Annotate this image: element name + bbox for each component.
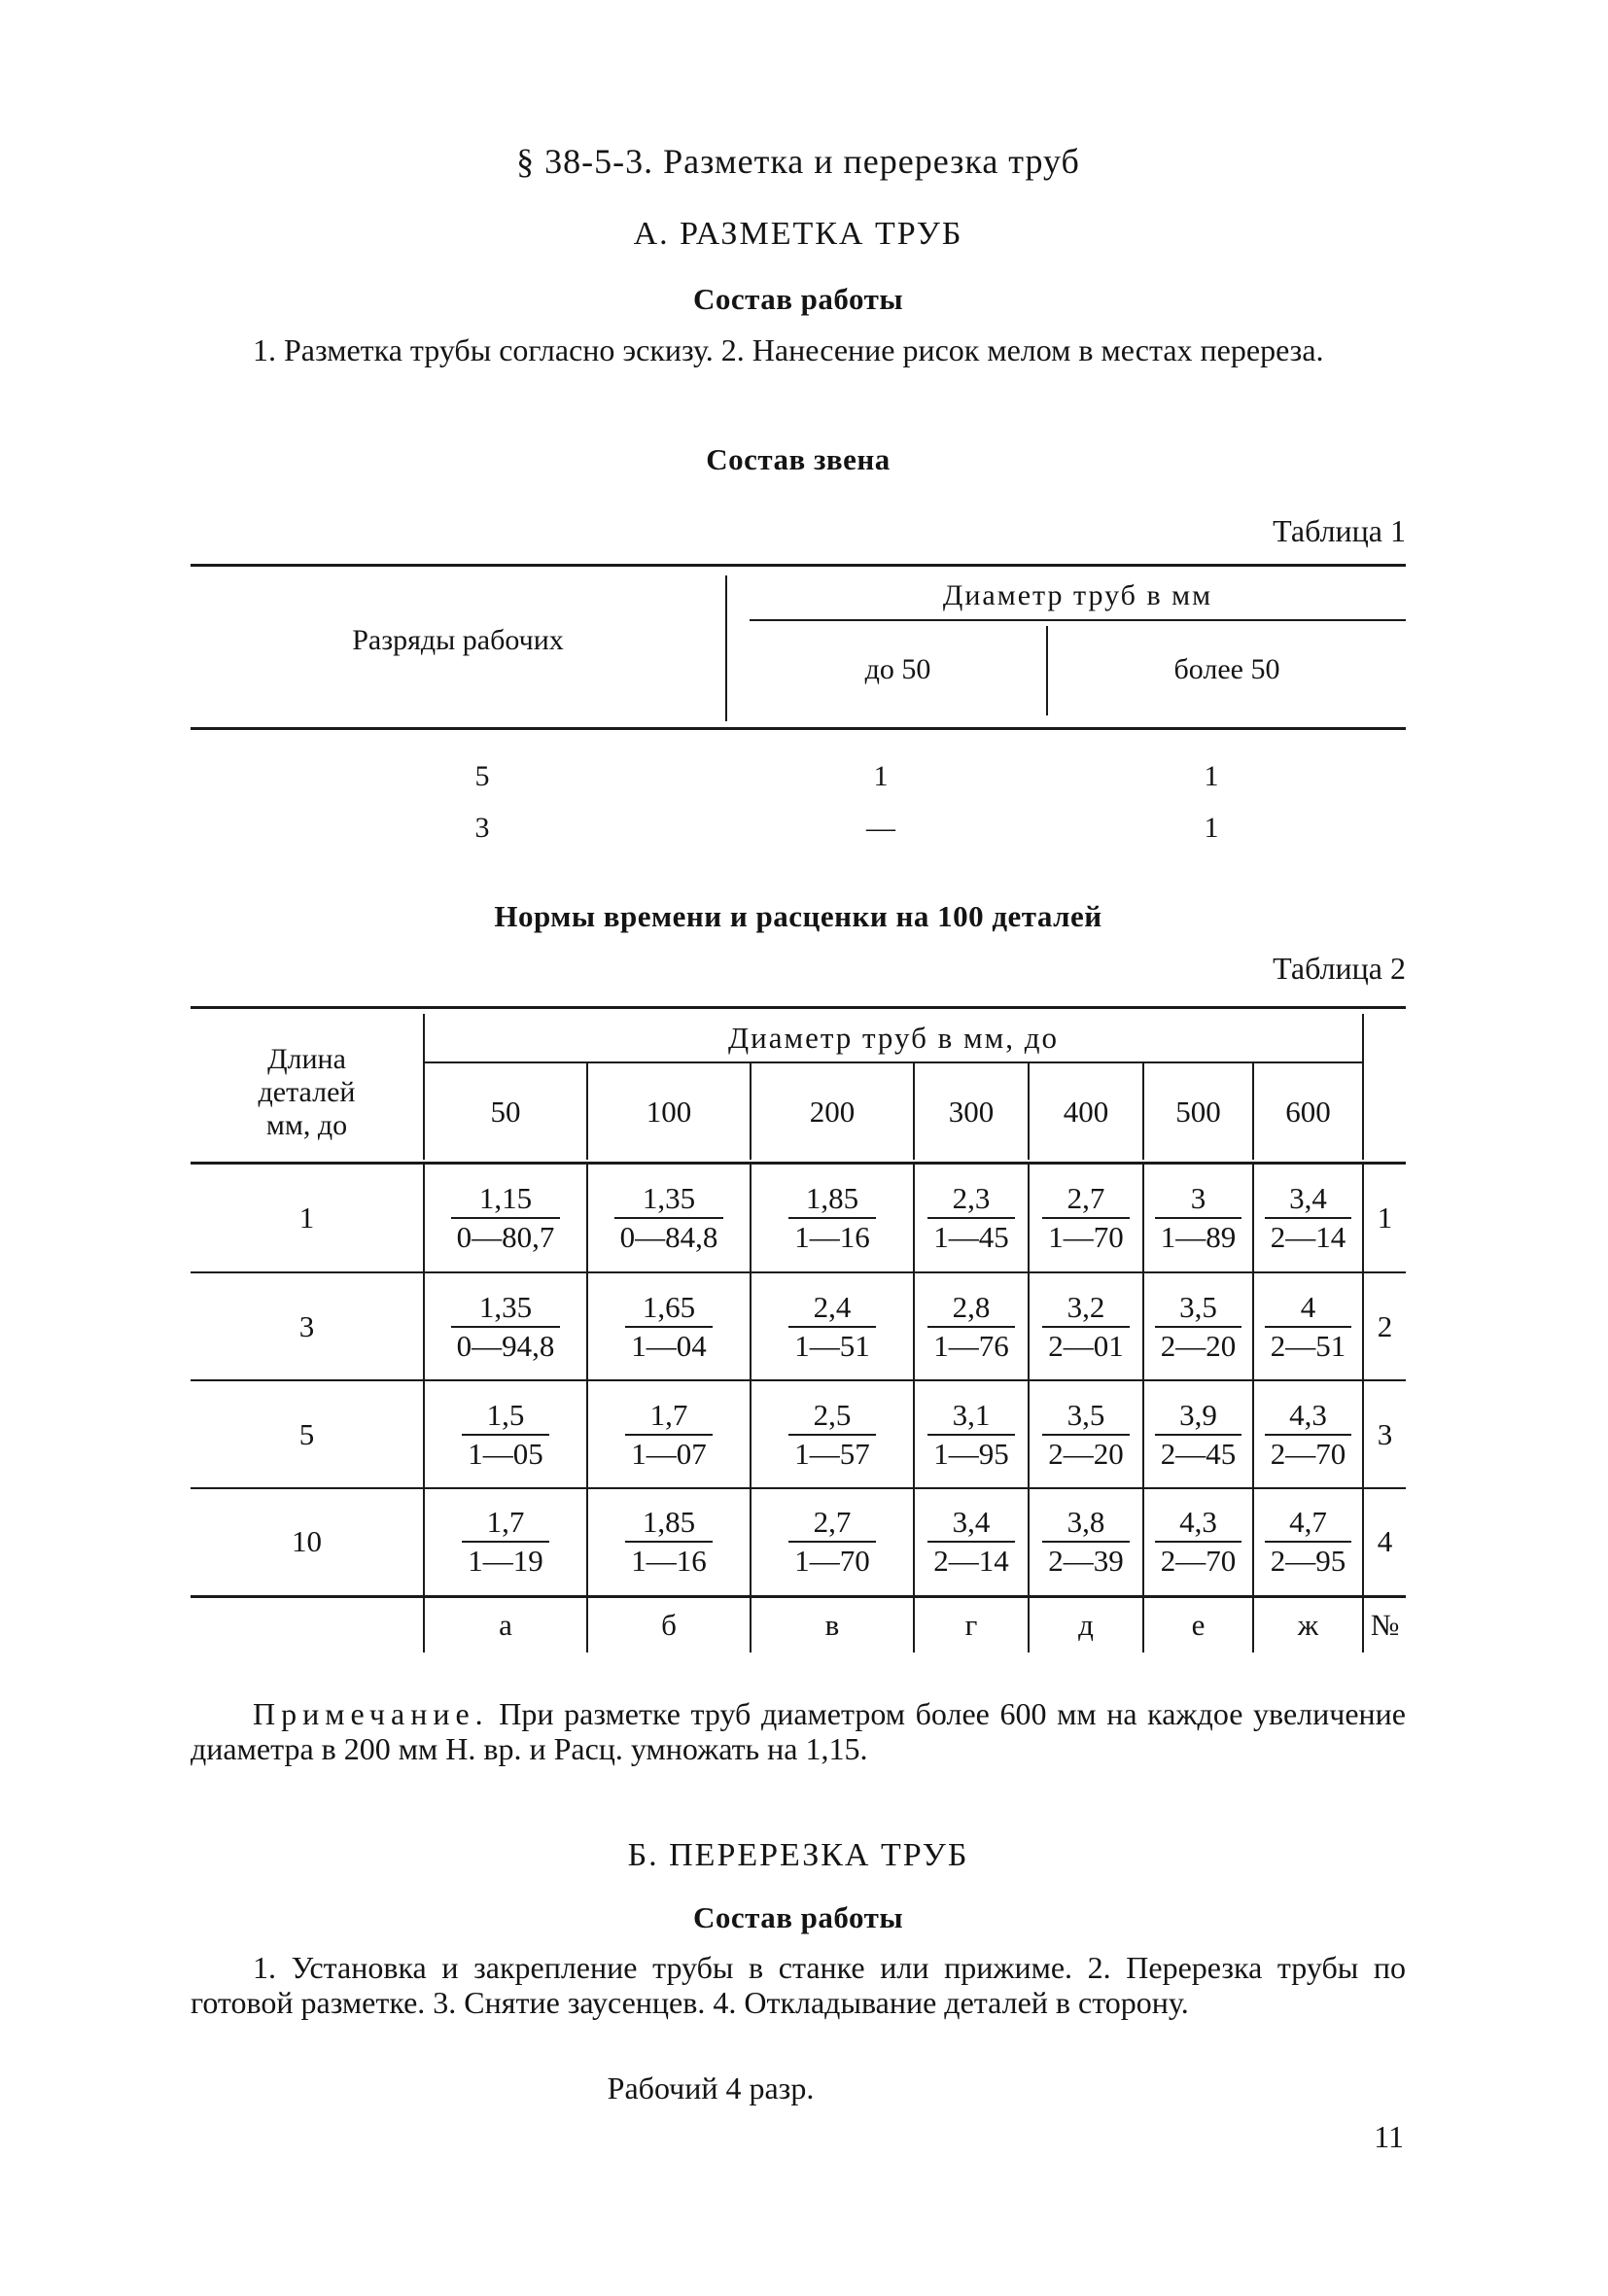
table2-norm-cell <box>1029 1488 1143 1596</box>
rate: 0—84,8 <box>619 1220 718 1254</box>
table2-label: Таблица 2 <box>1273 951 1406 986</box>
note-label: Примечание. <box>253 1696 489 1731</box>
table2-norm-cell <box>424 1488 587 1596</box>
table2-norm-cell <box>914 1488 1029 1596</box>
table2-diameter-header: 400 <box>1029 1062 1143 1160</box>
rate: 0—94,8 <box>456 1328 555 1363</box>
rate: 1—19 <box>468 1544 543 1579</box>
table2-norm-cell <box>751 1380 914 1488</box>
table2-column-letter: а <box>424 1596 587 1652</box>
rate: 2—70 <box>1270 1436 1346 1471</box>
table1-over-value: 1 <box>1204 812 1219 844</box>
rate: 2—95 <box>1270 1544 1346 1579</box>
table-row <box>191 1488 1406 1596</box>
rate: 2—70 <box>1160 1544 1237 1579</box>
table2-diameter-header: 50 <box>424 1062 587 1160</box>
table2-length: 5 <box>298 1416 315 1451</box>
table2-norm-cell <box>751 1488 914 1596</box>
table2-column-letter: б <box>587 1596 751 1652</box>
rate: 2—20 <box>1160 1328 1237 1363</box>
time-norm: 1,5 <box>462 1397 549 1436</box>
part-a-work-heading: Состав работы <box>692 282 904 316</box>
table2-norm-cell <box>1253 1165 1363 1272</box>
time-norm: 2,7 <box>1042 1180 1130 1219</box>
rate: 1—70 <box>794 1544 870 1579</box>
table2-no-label: № <box>1363 1596 1406 1652</box>
table2-row-number: 3 <box>1377 1416 1393 1451</box>
rate: 2—20 <box>1048 1436 1124 1471</box>
table1-up-to-value: 1 <box>873 760 889 792</box>
time-norm: 4,3 <box>1155 1504 1242 1543</box>
time-norm: 3,5 <box>1155 1289 1242 1328</box>
time-norm: 3,9 <box>1155 1397 1242 1436</box>
table2-norm-cell <box>424 1272 587 1380</box>
part-a-work-text: 1. Разметка трубы согласно эскизу. 2. Нанесение рисок мелом в местах перереза. <box>253 332 1324 367</box>
rate: 1—51 <box>794 1328 870 1363</box>
table2-norm-cell <box>1029 1165 1143 1272</box>
time-norm: 4,7 <box>1265 1504 1352 1543</box>
time-norm: 3,4 <box>1265 1180 1352 1219</box>
part-a-title: А. РАЗМЕТКА ТРУБ <box>633 216 963 252</box>
part-b-work-heading: Состав работы <box>692 1900 904 1934</box>
note-text: При разметке труб диаметром более 600 мм на каждое увеличение диаметра в 200 мм Н. вр. и Расц. умножать на 1,15. <box>191 1696 1406 1766</box>
time-norm: 1,85 <box>788 1180 876 1219</box>
time-norm: 1,7 <box>625 1397 713 1436</box>
time-norm: 3,8 <box>1042 1504 1130 1543</box>
table1-over-value: 1 <box>1204 760 1219 792</box>
rate: 1—04 <box>631 1328 707 1363</box>
rate: 1—70 <box>1048 1220 1124 1254</box>
table2-norm-cell <box>1143 1272 1253 1380</box>
table1-col-workers: Разряды рабочих <box>352 624 564 656</box>
team-heading: Состав звена <box>706 442 891 476</box>
time-norm: 4 <box>1265 1289 1352 1328</box>
table2-norm-cell <box>1143 1488 1253 1596</box>
rate: 0—80,7 <box>456 1220 555 1254</box>
time-norm: 3,2 <box>1042 1289 1130 1328</box>
table2-column-letter: д <box>1029 1596 1143 1652</box>
table2-norm-cell <box>1253 1380 1363 1488</box>
table2-norm-cell <box>914 1272 1029 1380</box>
rate: 1—16 <box>631 1544 707 1579</box>
table2-length: 10 <box>292 1524 322 1559</box>
table2-column-letter: ж <box>1253 1596 1363 1652</box>
rate: 2—14 <box>933 1544 1009 1579</box>
time-norm: 3,5 <box>1042 1397 1130 1436</box>
table2-norm-cell <box>751 1272 914 1380</box>
table2-diameter-header: 600 <box>1253 1062 1363 1160</box>
table-row <box>191 1380 1406 1488</box>
time-norm: 3,4 <box>927 1504 1015 1543</box>
table2-norm-cell <box>1029 1380 1143 1488</box>
table2-norm-cell <box>751 1165 914 1272</box>
table2-col-length-label: Длина деталей мм, до <box>258 1043 356 1141</box>
table1-up-to-value: — <box>866 812 895 844</box>
rate: 2—51 <box>1270 1328 1346 1363</box>
table2-norm-cell <box>587 1165 751 1272</box>
table2-diameter-header: 500 <box>1143 1062 1253 1160</box>
note <box>191 1696 1406 1766</box>
rate: 1—95 <box>933 1436 1009 1471</box>
table2-row-number: 2 <box>1377 1308 1393 1343</box>
part-b-work-text: 1. Установка и закрепление трубы в станке или прижиме. 2. Перерезка трубы по готовой разметке. 3. Снятие заусенцев. 4. Откладывание деталей в сторону. <box>191 1950 1406 2020</box>
table2-diameter-header: 200 <box>751 1062 914 1160</box>
table2-norm-cell <box>1253 1488 1363 1596</box>
table-row <box>191 1272 1406 1380</box>
table2-length: 1 <box>298 1200 315 1235</box>
table2-row-number: 1 <box>1377 1200 1393 1235</box>
time-norm: 1,35 <box>614 1180 724 1219</box>
time-norm: 2,4 <box>788 1289 876 1328</box>
table1-col-diameter: Диаметр труб в мм <box>942 579 1213 611</box>
time-norm: 1,65 <box>625 1289 713 1328</box>
table2-letters-row <box>191 1596 1406 1652</box>
time-norm: 1,15 <box>451 1180 561 1219</box>
worker-grade: Рабочий 4 разр. <box>607 2070 815 2105</box>
table2-norm-cell <box>1143 1380 1253 1488</box>
part-b-title: Б. ПЕРЕРЕЗКА ТРУБ <box>627 1837 969 1873</box>
time-norm: 2,8 <box>927 1289 1015 1328</box>
time-norm: 3 <box>1155 1180 1242 1219</box>
page-number: 11 <box>1374 2119 1404 2154</box>
table2-length: 3 <box>298 1308 315 1343</box>
rate: 1—45 <box>933 1220 1009 1254</box>
table2-col-diameter: Диаметр труб в мм, до <box>424 1014 1363 1062</box>
rate: 2—39 <box>1048 1544 1124 1579</box>
rate: 1—89 <box>1160 1220 1237 1254</box>
rate: 2—45 <box>1160 1436 1237 1471</box>
table2-norm-cell <box>587 1488 751 1596</box>
time-norm: 3,1 <box>927 1397 1015 1436</box>
rate: 2—01 <box>1048 1328 1124 1363</box>
table2-column-letter: г <box>914 1596 1029 1652</box>
table2-norm-cell <box>1029 1272 1143 1380</box>
table2-diameter-header: 300 <box>914 1062 1029 1160</box>
time-norm: 4,3 <box>1265 1397 1352 1436</box>
table2-norm-cell <box>587 1272 751 1380</box>
table2-norm-cell <box>1143 1165 1253 1272</box>
table2-norm-cell <box>424 1165 587 1272</box>
rate: 1—05 <box>468 1436 543 1471</box>
table2-norm-cell <box>424 1380 587 1488</box>
rate: 1—57 <box>794 1436 870 1471</box>
table2-norm-cell <box>914 1380 1029 1488</box>
table2-col-length <box>191 1014 424 1160</box>
section-title: § 38-5-3. Разметка и перерезка труб <box>516 142 1080 181</box>
rate: 1—16 <box>794 1220 870 1254</box>
rate: 1—07 <box>631 1436 707 1471</box>
time-norm: 2,7 <box>788 1504 876 1543</box>
table2-column-letter: е <box>1143 1596 1253 1652</box>
rate: 1—76 <box>933 1328 1009 1363</box>
table2-column-letter: в <box>751 1596 914 1652</box>
table1-grade: 3 <box>474 812 490 844</box>
rate: 2—14 <box>1270 1220 1346 1254</box>
time-norm: 1,85 <box>625 1504 713 1543</box>
table1-label: Таблица 1 <box>1273 513 1406 548</box>
table1-col-over: более 50 <box>1173 653 1280 685</box>
norms-heading: Нормы времени и расценки на 100 деталей <box>494 899 1102 933</box>
table2-diameter-header: 100 <box>587 1062 751 1160</box>
table1-grade: 5 <box>474 760 490 792</box>
table2-norm-cell <box>1253 1272 1363 1380</box>
table2-row-number: 4 <box>1377 1524 1393 1559</box>
time-norm: 2,3 <box>927 1180 1015 1219</box>
time-norm: 2,5 <box>788 1397 876 1436</box>
time-norm: 1,35 <box>451 1289 561 1328</box>
table2-norm-cell <box>914 1165 1029 1272</box>
table-row <box>191 1165 1406 1272</box>
time-norm: 1,7 <box>462 1504 549 1543</box>
table2-norm-cell <box>587 1380 751 1488</box>
table1-col-up-to: до 50 <box>864 653 931 685</box>
